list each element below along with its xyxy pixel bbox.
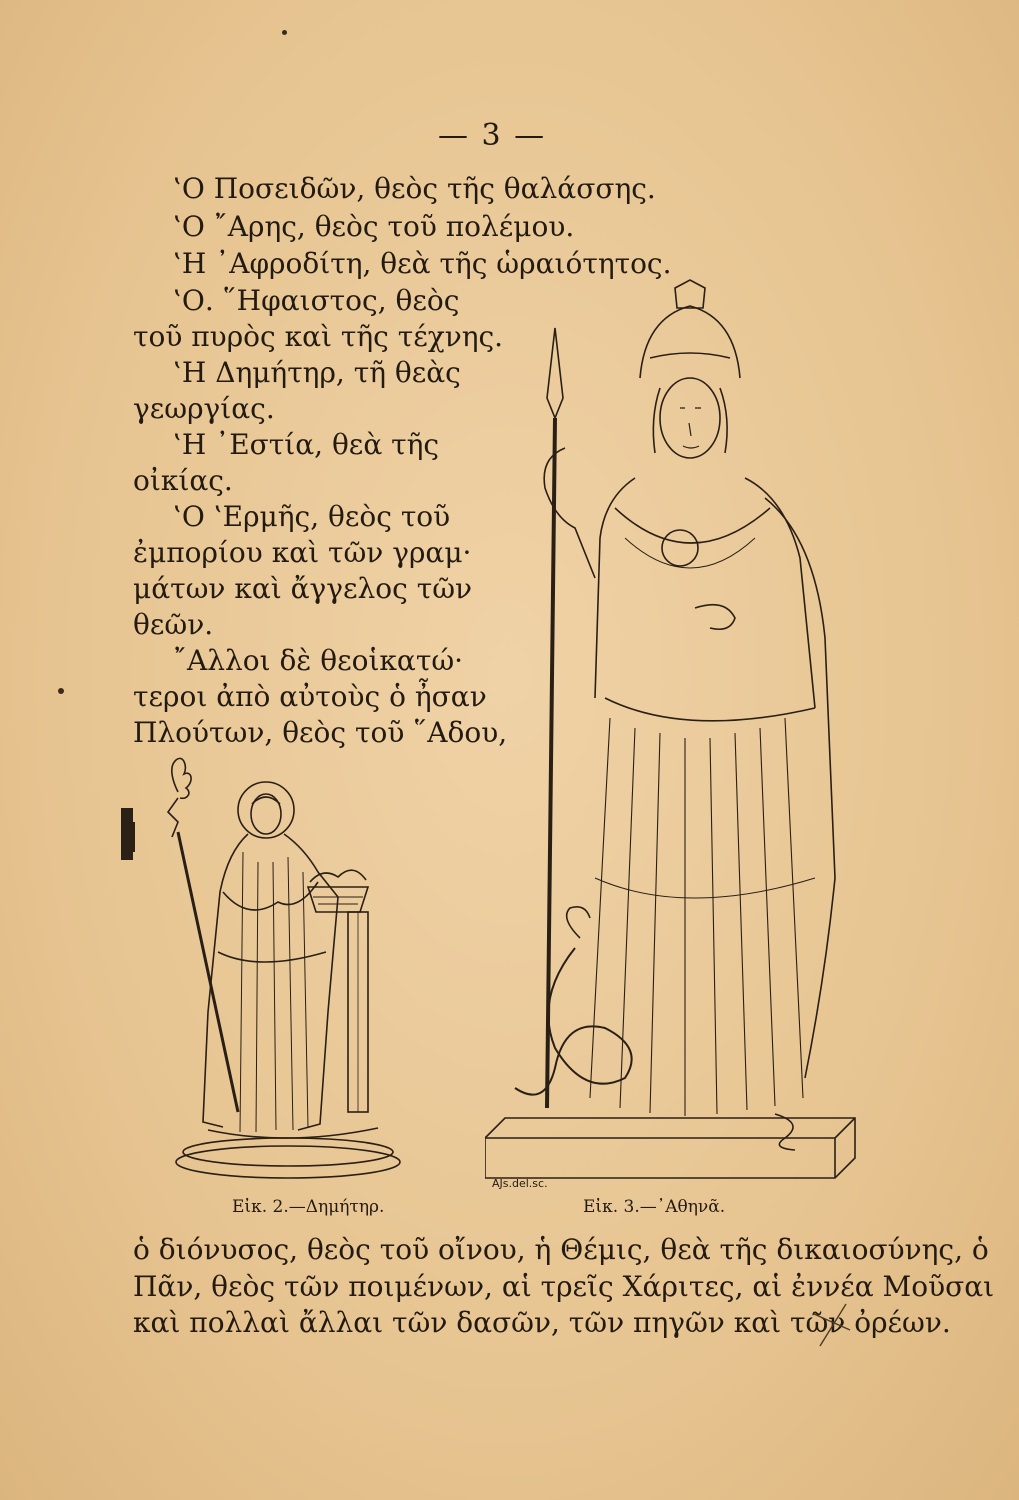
column-line: ‛Η Δημήτηρ, τῆ θεὰς [173,356,461,389]
column-line: τεροι ἀπὸ αὐτοὺς ὁ ἦσαν [133,680,487,713]
column-line: Πλούτων, θεὸς τοῦ ῞Αδου, [133,716,508,749]
column-line: ‛Ο. ῞Ηφαιστος, θεὸς [173,284,460,317]
column-line: ἐμπορίου καὶ τῶν γραμ· [133,536,472,569]
column-line: τοῦ πυρὸς καὶ τῆς τέχνης. [133,320,504,353]
pencil-cross-mark [810,1300,854,1350]
column-line: ‛Η ᾿Εστία, θεὰ τῆς [173,428,440,461]
figure-2-caption: Εἰκ. 2.—Δημήτηρ. [232,1197,385,1217]
column-line: μάτων καὶ ἄγγελος τῶν [133,572,473,605]
figure-3-caption: Εἰκ. 3.—᾿Αθηνᾶ. [583,1197,726,1217]
page-number: — 3 — [438,118,547,153]
column-line: ῎Αλλοι δὲ θεοἱκατώ· [173,644,464,677]
text-line: ‛Ο ῎Αρης, θεὸς τοῦ πολέμου. [173,210,575,243]
text-line: ὁ διόνυσος, θεὸς τοῦ οἴνου, ἡ Θέμις, θεὰ τῆς δικαιοσύνης, ὁ [133,1233,989,1266]
column-line: ‛Ο ‛Ερμῆς, θεὸς τοῦ [173,500,451,533]
ink-mark [132,822,135,852]
demeter-illustration [148,752,428,1184]
text-line: ‛Η ᾿Αφροδίτη, θεὰ τῆς ὡραιότητος. [173,247,672,280]
text-line: ‛Ο Ποσειδῶν, θεὸς τῆς θαλάσσης. [173,172,656,205]
paper-speck [282,30,287,35]
engraver-signature: AJs.del.sc. [492,1177,548,1190]
column-line: γεωργίας. [133,392,275,425]
text-line: καὶ πολλαὶ ἄλλαι τῶν δασῶν, τῶν πηγῶν καὶ τῶν ὀρέων. [133,1306,951,1339]
column-line: θεῶν. [133,608,214,641]
text-line: Πᾶν, θεὸς τῶν ποιμένων, αἱ τρεῖς Χάριτες, αἱ ἐννέα Μοῦσαι [133,1270,995,1303]
athena-illustration [485,278,875,1190]
column-line: οἰκίας. [133,464,233,497]
paper-speck [58,688,64,694]
